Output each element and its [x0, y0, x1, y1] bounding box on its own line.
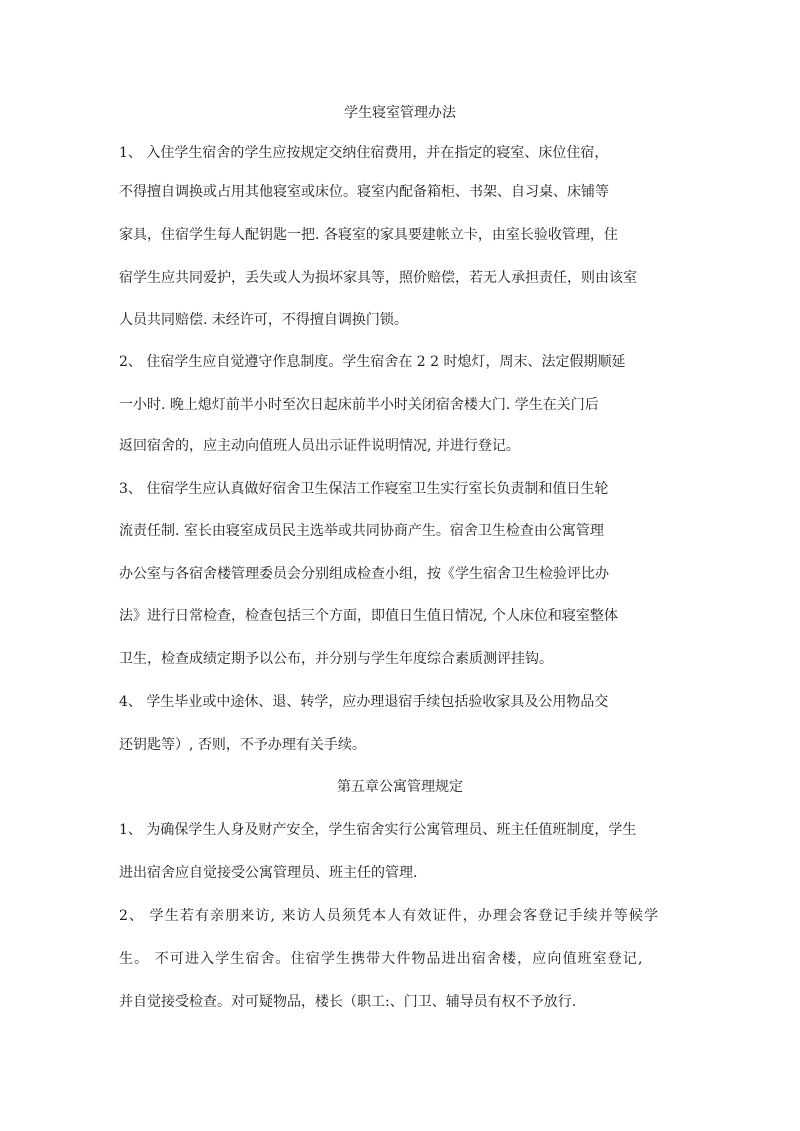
paragraph-line: 并自觉接受检查。对可疑物品，楼长（职工:、门卫、辅导员有权不予放行.: [119, 994, 577, 1010]
chapter-title: 第五章公寓管理规定: [337, 779, 463, 795]
paragraph-line: 2、 学生若有亲朋来访, 来访人员须凭本人有效证件，办理会客登记手续并等候学: [119, 908, 660, 924]
paragraph-line: 人员共同赔偿. 未经许可，不得擅自调换门锁。: [119, 312, 408, 328]
paragraph-line: 流责任制. 室长由寝室成员民主选举或共同协商产生。宿舍卫生检查由公寓管理: [119, 523, 604, 539]
paragraph-line: 还钥匙等）, 否则，不予办理有关手续。: [119, 737, 366, 753]
document-title: 学生寝室管理办法: [344, 105, 456, 121]
paragraph-line: 不得擅自调换或占用其他寝室或床位。寝室内配备箱柜、书架、自习桌、床铺等: [119, 184, 609, 200]
paragraph-line: 4、 学生毕业或中途休、退、转学，应办理退宿手续包括验收家具及公用物品交: [119, 694, 609, 710]
paragraph-line: 3、 住宿学生应认真做好宿舍卫生保洁工作寝室卫生实行室长负责制和值日生轮: [119, 481, 609, 497]
paragraph-line: 生。 不可进入学生宿舍。住宿学生携带大件物品进出宿舍楼，应向值班室登记,: [119, 951, 644, 967]
paragraph-line: 卫生，检查成绩定期予以公布，并分别与学生年度综合素质测评挂钩。: [119, 651, 553, 667]
paragraph-line: 宿学生应共同爱护，丢失或人为损坏家具等，照价赔偿，若无人承担责任，则由该室: [119, 270, 637, 286]
paragraph-line: 法》进行日常检查，检查包括三个方面，即值日生值日情况, 个人床位和寝室整体: [119, 608, 618, 624]
paragraph-line: 一小时. 晚上熄灯前半小时至次日起床前半小时关闭宿舍楼大门. 学生在关门后: [119, 397, 599, 413]
paragraph-line: 2、 住宿学生应自觉遵守作息制度。学生宿舍在 2 2 时熄灯，周末、法定假期顺延: [119, 354, 626, 370]
paragraph-line: 1、 入住学生宿舍的学生应按规定交纳住宿费用，并在指定的寝室、床位住宿，: [119, 145, 609, 161]
paragraph-line: 进出宿舍应自觉接受公寓管理员、班主任的管理.: [119, 865, 418, 881]
paragraph-line: 家具，住宿学生每人配钥匙一把. 各寝室的家具要建帐立卡，由室长验收管理，住: [119, 227, 618, 243]
paragraph-line: 办公室与各宿舍楼管理委员会分别组成检查小组，按《学生宿舍卫生检验评比办: [119, 566, 609, 582]
paragraph-line: 1、 为确保学生人身及财产安全，学生宿舍实行公寓管理员、班主任值班制度，学生: [119, 822, 637, 838]
paragraph-line: 返回宿舍的，应主动向值班人员出示证件说明情况, 并进行登记。: [119, 438, 520, 454]
